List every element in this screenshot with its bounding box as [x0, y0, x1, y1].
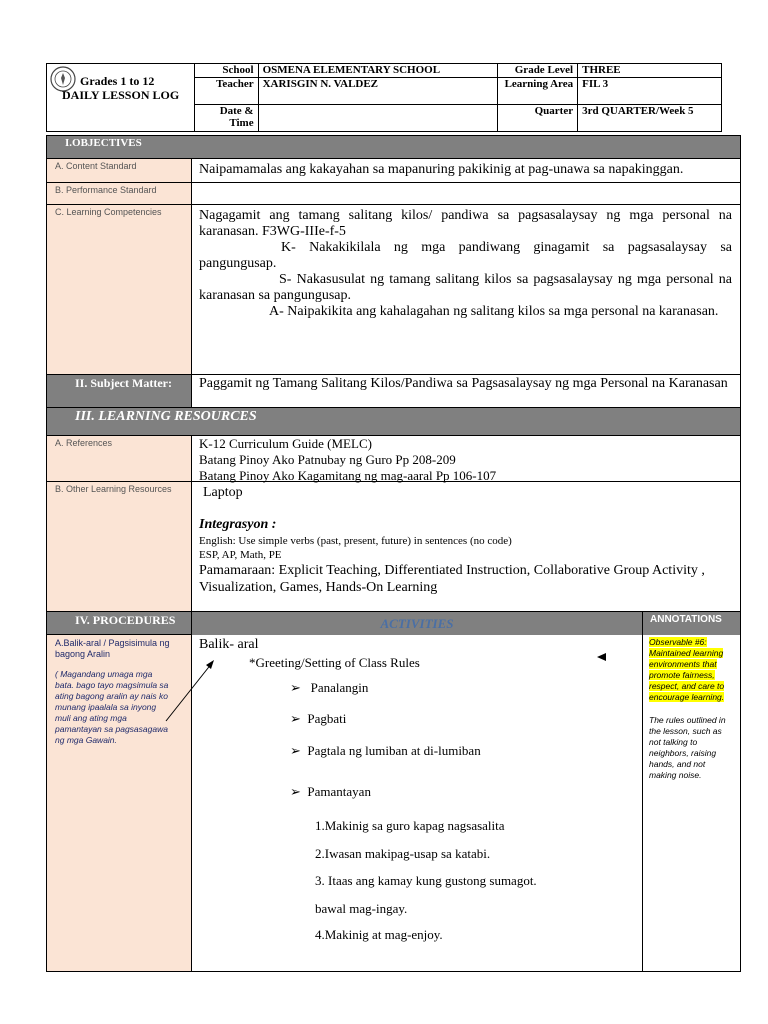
annotations-cell	[642, 635, 740, 971]
integration-english: English: Use simple verbs (past, present, future) in sentences (no code)	[199, 535, 512, 547]
references-label: A. References	[55, 438, 113, 448]
teacher-label: Teacher	[194, 78, 258, 105]
connector-arrow-icon	[160, 655, 220, 725]
activities-header	[192, 612, 642, 635]
resources-heading: III. LEARNING RESOURCES	[75, 409, 257, 424]
subject-matter-text: Paggamit ng Tamang Salitang Kilos/Pandiwa sa Pagsasalaysay ng mga Personal na Karanasan	[199, 376, 728, 391]
area-label: Learning Area	[498, 78, 578, 105]
reference-item: Batang Pinoy Ako Patnubay ng Guro Pp 208-209	[199, 452, 456, 467]
rule-item: 3. Itaas ang kamay kung gustong sumagot.	[315, 873, 537, 888]
activities-heading: ACTIVITIES	[380, 616, 454, 631]
objectives-heading: I.OBJECTIVES	[65, 137, 142, 149]
rule-item: bawal mag-ingay.	[315, 901, 408, 916]
annotation-note: The rules outlined in the lesson, such as not talking to neighbors, raising hands, and not making noise.	[649, 715, 726, 780]
competencies-label: C. Learning Competencies	[55, 207, 162, 217]
grade-label: Grade Level	[498, 64, 578, 78]
integrasyon-title: Integrasyon :	[199, 517, 277, 532]
objectives-header	[47, 136, 740, 159]
content-standard-label: A. Content Standard	[55, 161, 137, 171]
arrow-bullet-icon: ➢	[290, 680, 301, 695]
references-list	[199, 436, 732, 484]
competencies-text	[199, 208, 732, 320]
reference-item: K-12 Curriculum Guide (MELC)	[199, 436, 372, 451]
procedures-header	[47, 612, 740, 635]
competency-k: K- Nakakikilala ng mga pandiwang ginagamit sa pagsasalaysay sa pangungusap.	[199, 240, 732, 271]
other-resources-row	[47, 482, 740, 612]
competencies-row	[47, 205, 740, 375]
quarter-label: Quarter	[498, 105, 578, 132]
resources-header	[47, 408, 740, 436]
method-text: Pamamaraan: Explicit Teaching, Differentiated Instruction, Collaborative Group Activity , Visualization, Games, Hands-On Learning	[199, 563, 705, 595]
rule-item: 2.Iwasan makipag-usap sa katabi.	[315, 846, 491, 861]
annotations-heading: ANNOTATIONS	[650, 614, 722, 625]
school-value: OSMENA ELEMENTARY SCHOOL	[258, 64, 498, 78]
header-table	[46, 63, 722, 132]
teacher-value: XARISGIN N. VALDEZ	[258, 78, 498, 105]
procedure-step-label: A.Balik-aral / Pagsisimula ng bagong Aralin	[55, 638, 170, 659]
bullet-item: ➢ Pagtala ng lumiban at di-lumiban	[290, 743, 481, 758]
integration-subjects: ESP, AP, Math, PE	[199, 549, 282, 561]
date-value	[258, 105, 498, 132]
rule-item: 1.Makinig sa guro kapag nagsasalita	[315, 818, 505, 833]
log-title: DAILY LESSON LOG	[62, 88, 180, 102]
rule-item: 4.Makinig at mag-enjoy.	[315, 927, 443, 942]
grades-label: Grades 1 to 12	[80, 74, 155, 88]
bullet-item: ➢ Panalangin	[290, 680, 369, 695]
arrow-bullet-icon: ➢	[290, 711, 301, 726]
performance-standard-label: B. Performance Standard	[55, 185, 157, 195]
date-label: Date & Time	[194, 105, 258, 132]
content-standard-text: Naipamamalas ang kakayahan sa mapanuring pakikinig at pag-unawa sa napakinggan.	[199, 162, 684, 177]
competency-a: A- Naipakikita ang kahalagahan ng salitang kilos sa mga personal na karanasan.	[269, 304, 719, 319]
school-label: School	[194, 64, 258, 78]
procedure-step-note: ( Magandang umaga mga bata. bago tayo magsimula sa ating bagong aralin ay nais ko munang ipaalala sa inyong muli ang ating mga pamantayan sa pagsasagawa ng mga Gawain.	[55, 669, 169, 745]
subject-matter-label: II. Subject Matter:	[75, 376, 172, 390]
area-value: FIL 3	[578, 78, 722, 105]
annotation-highlight: Observable #6: Maintained learning environments that promote fairness, respect, and care to encourage learning.	[649, 637, 725, 702]
content-standard-row	[47, 159, 740, 183]
references-row	[47, 436, 740, 482]
competency-main: Nagagamit ang tamang salitang kilos/ pandiwa sa pagsasalaysay ng mga personal na karanasan. F3WG-IIIe-f-5	[199, 208, 732, 239]
procedures-heading: IV. PROCEDURES	[75, 613, 176, 627]
bullet-item: ➢ Pamantayan	[290, 784, 371, 799]
competency-s: S- Nakasusulat ng tamang salitang kilos sa pagsasalaysay ng mga personal na karanasan sa pangungusap.	[199, 272, 732, 303]
other-resources-label: B. Other Learning Resources	[55, 484, 172, 494]
reference-item: Batang Pinoy Ako Kagamitang ng mag-aaral Pp 106-107	[199, 468, 497, 483]
subject-matter-row	[47, 375, 740, 408]
arrow-bullet-icon: ➢	[290, 784, 301, 799]
activities-cell	[192, 635, 642, 971]
small-arrow-icon	[597, 653, 607, 661]
bullet-item: ➢ Pagbati	[290, 711, 347, 726]
balik-aral-text: Balik- aral	[199, 637, 259, 652]
quarter-value: 3rd QUARTER/Week 5	[578, 105, 722, 132]
greeting-text: *Greeting/Setting of Class Rules	[249, 655, 420, 670]
lesson-log-body	[46, 135, 741, 972]
grade-value: THREE	[578, 64, 722, 78]
laptop-text: Laptop	[203, 485, 243, 500]
arrow-bullet-icon: ➢	[290, 743, 301, 758]
annotations-header	[642, 612, 740, 635]
performance-standard-row	[47, 183, 740, 205]
